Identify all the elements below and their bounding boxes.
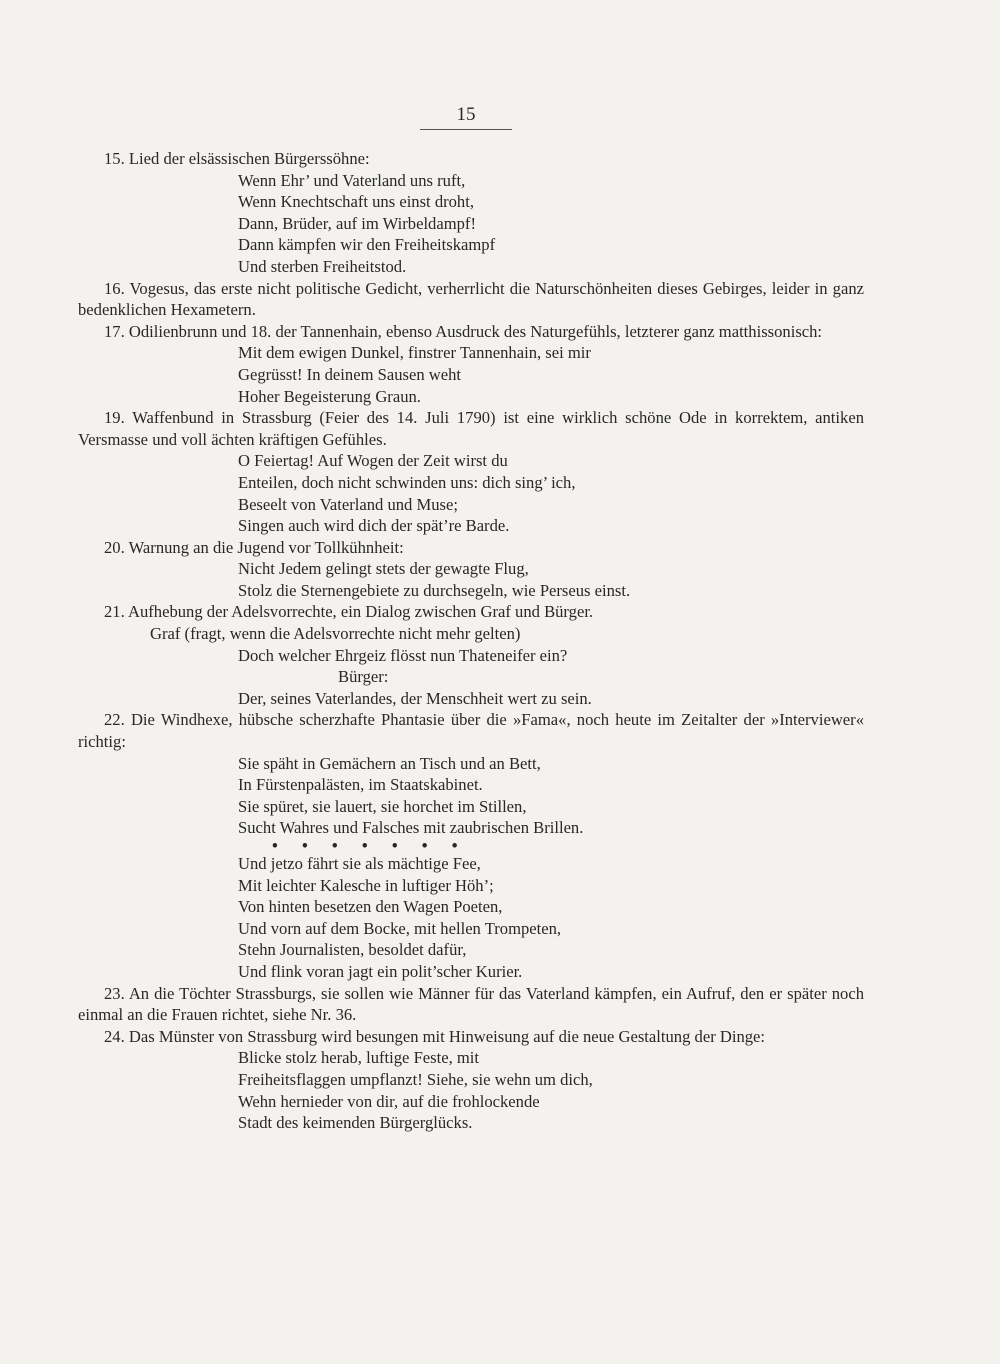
verse-line: Und sterben Freiheitstod. — [238, 256, 407, 276]
dialog-speaker-graf: Graf (fragt, wenn die Adelsvorrechte nicht mehr gelten) — [150, 624, 521, 644]
verse-line: Stadt des keimenden Bürgerglücks. — [238, 1113, 473, 1133]
item-15-heading: 15. Lied der elsässischen Bürgerssöhne: — [104, 149, 370, 168]
verse-line: Hoher Begeisterung Graun. — [238, 386, 421, 406]
item-19-verse — [238, 450, 864, 536]
verse-line: Wenn Knechtschaft uns einst droht, — [238, 192, 474, 212]
item-22-heading: 22. Die Windhexe, hübsche scherzhafte Phantasie über die »Fama«, noch heute im Zeitalter der »Interviewer« richtig: — [78, 710, 864, 752]
verse-line: Und jetzo fährt sie als mächtige Fee, — [238, 854, 481, 873]
item-15-verse — [238, 170, 864, 278]
page-number: 15 — [420, 104, 512, 130]
verse-line: Mit dem ewigen Dunkel, finstrer Tannenhain, sei mir — [238, 343, 591, 363]
item-20-verse — [238, 558, 864, 601]
verse-line: Sie spüret, sie lauert, sie horchet im Stillen, — [238, 796, 527, 816]
verse-line: Blicke stolz herab, luftige Feste, mit — [238, 1048, 480, 1068]
verse-line: Beseelt von Vaterland und Muse; — [238, 494, 458, 514]
item-19-heading: 19. Waffenbund in Strassburg (Feier des 14. Juli 1790) ist eine wirklich schöne Ode in korrektem, antiken Versmasse und voll ächten kräftigen Gefühles. — [78, 408, 864, 449]
item-23-paragraph: 23. An die Töchter Strassburgs, sie sollen wie Männer für das Vaterland kämpfen, ein Aufruf, den er später noch einmal an die Frauen richtet, siehe Nr. 36. — [78, 983, 864, 1025]
verse-line: Enteilen, doch nicht schwinden uns: dich sing’ ich, — [238, 472, 576, 492]
verse-line: Sie späht in Gemächern an Tisch und an Bett, — [238, 753, 541, 773]
verse-line: Und vorn auf dem Bocke, mit hellen Trompeten, — [238, 918, 562, 938]
item-21-heading: 21. Aufhebung der Adelsvorrechte, ein Dialog zwischen Graf und Bürger. — [104, 602, 594, 622]
verse-line: Gegrüsst! In deinem Sausen weht — [238, 364, 462, 384]
verse-line: Von hinten besetzen den Wagen Poeten, — [238, 897, 503, 917]
verse-line: Und flink voran jagt ein polit’scher Kurier. — [238, 961, 523, 981]
verse-line: Singen auch wird dich der spät’re Barde. — [238, 516, 510, 536]
verse-line: Freiheitsflaggen umpflanzt! Siehe, sie wehn um dich, — [238, 1069, 593, 1089]
verse-line: Dann kämpfen wir den Freiheitskampf — [238, 235, 496, 255]
item-22-verse-b — [238, 853, 864, 983]
item-17-verse — [238, 342, 864, 407]
verse-line: Wenn Ehr’ und Vaterland uns ruft, — [238, 170, 466, 190]
verse-line: Wehn hernieder von dir, auf die frohlockende — [238, 1091, 540, 1111]
verse-line: Der, seines Vaterlandes, der Menschheit wert zu sein. — [238, 688, 592, 708]
verse-line: Nicht Jedem gelingt stets der gewagte Flug, — [238, 559, 529, 579]
dialog-speaker-buerger: Bürger: — [338, 667, 389, 687]
verse-line: In Fürstenpalästen, im Staatskabinet. — [238, 775, 483, 795]
verse-line: Mit leichter Kalesche in luftiger Höh’; — [238, 875, 494, 895]
verse-line: Dann, Brüder, auf im Wirbeldampf! — [238, 213, 476, 233]
dialog-line-graf — [238, 645, 864, 667]
item-20-heading: 20. Warnung an die Jugend vor Tollkühnheit: — [104, 537, 404, 557]
verse-line: Stehn Journalisten, besoldet dafür, — [238, 940, 467, 960]
verse-line: Stolz die Sternengebiete zu durchsegeln, wie Perseus einst. — [238, 580, 631, 600]
page-body — [78, 148, 864, 1134]
verse-line: Doch welcher Ehrgeiz flösst nun Thateneifer ein? — [238, 645, 568, 665]
dialog-line-buerger — [238, 688, 864, 710]
item-24-verse — [238, 1047, 864, 1133]
item-22-verse-a — [238, 753, 864, 839]
item-24-heading: 24. Das Münster von Strassburg wird besungen mit Hinweisung auf die neue Gestaltung der Dinge: — [104, 1026, 766, 1046]
verse-line: Sucht Wahres und Falsches mit zaubrischen Brillen. — [238, 818, 584, 838]
item-17-heading: 17. Odilienbrunn und 18. der Tannenhain, ebenso Ausdruck des Naturgefühls, letzterer ganz matthissonisch: — [104, 321, 823, 341]
verse-line: O Feiertag! Auf Wogen der Zeit wirst du — [238, 451, 508, 471]
item-16-paragraph: 16. Vogesus, das erste nicht politische Gedicht, verherrlicht die Naturschönheiten dieses Gebirges, leider in ganz bedenklichen Hexametern. — [78, 278, 864, 320]
ellipsis-dots: • • • • • • • — [272, 836, 468, 855]
